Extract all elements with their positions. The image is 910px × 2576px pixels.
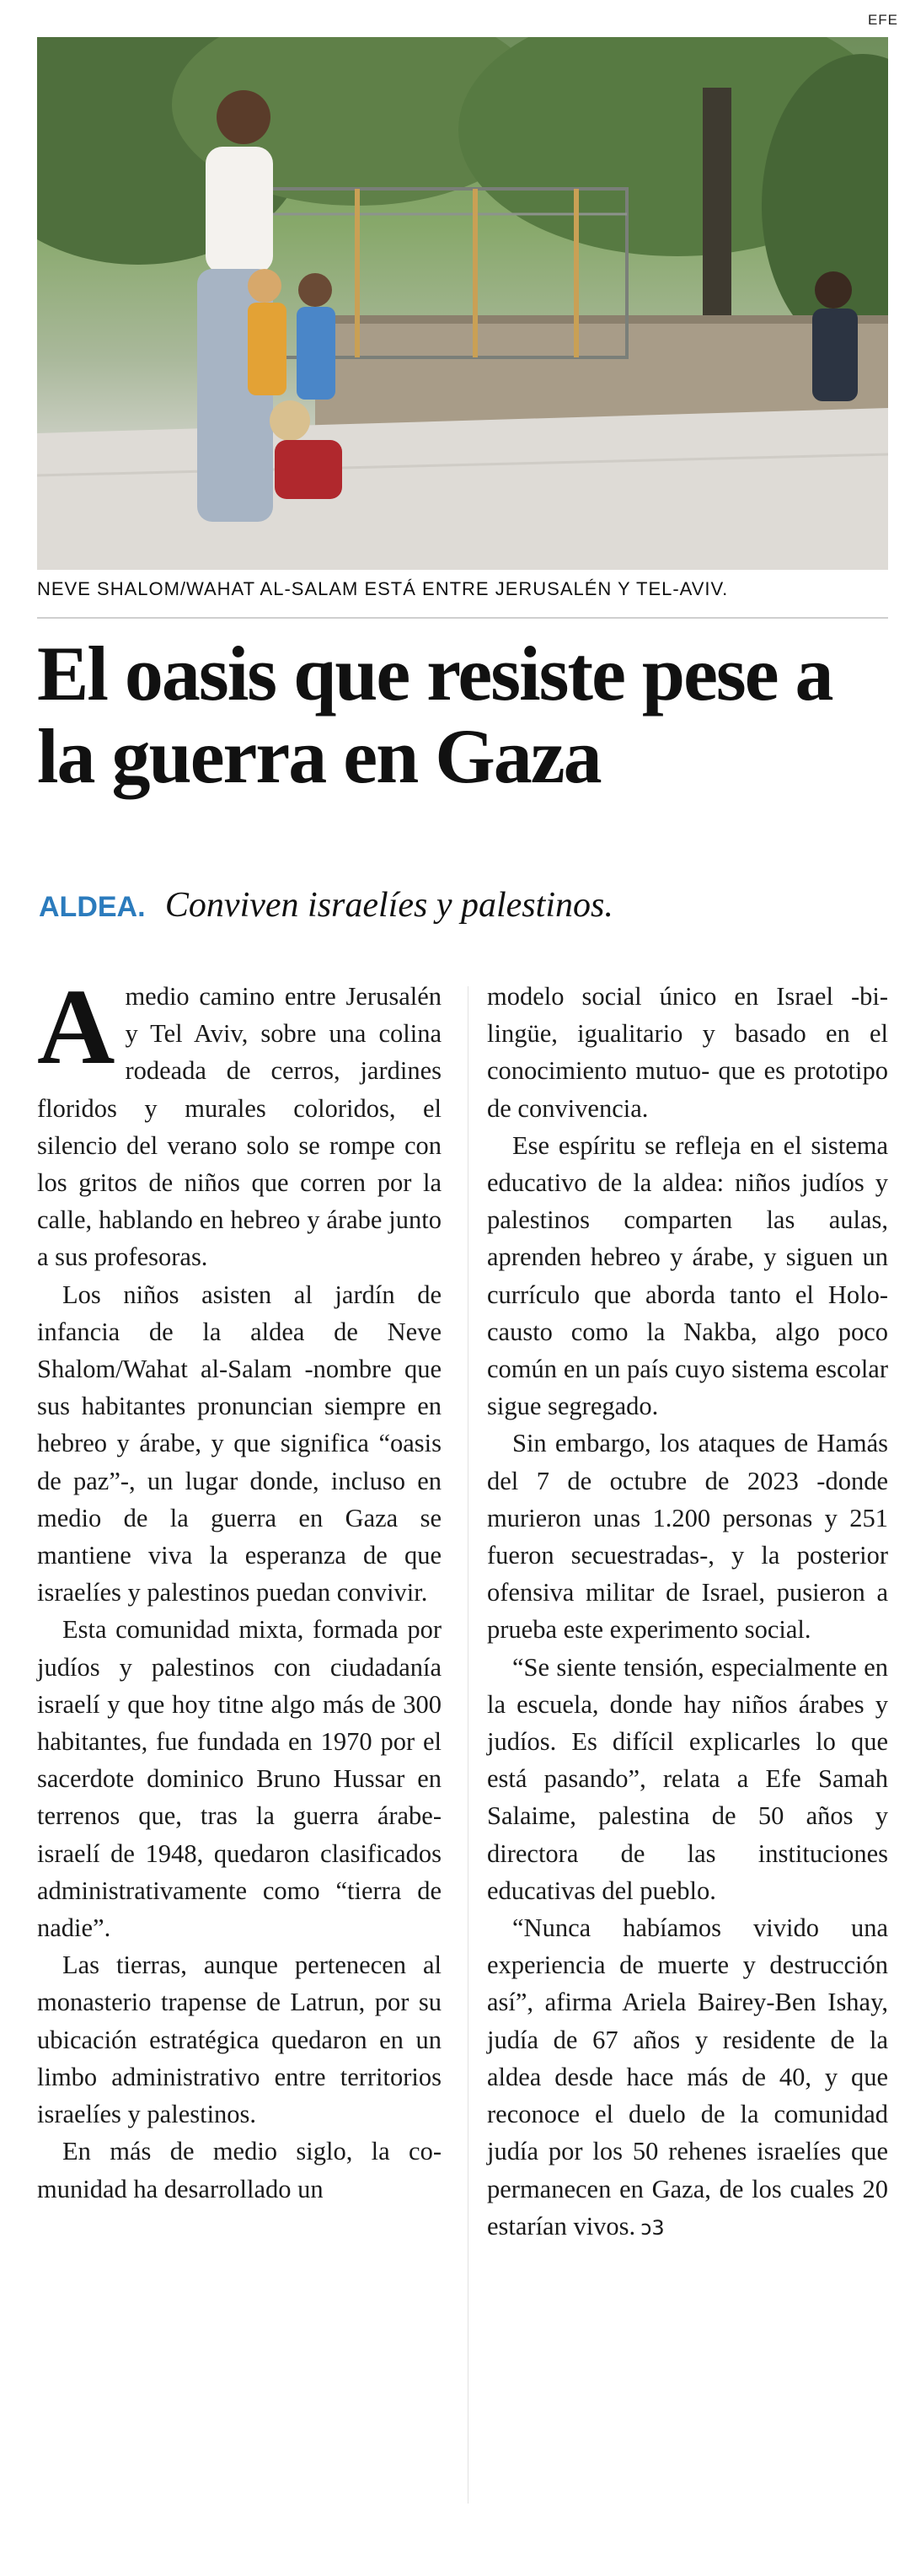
section-tag: ALDEA. <box>39 891 146 923</box>
photo-credit: EFE <box>867 12 898 28</box>
photo-caption: NEVE SHALOM/WAHAT AL-SALAM ESTÁ ENTRE JERUSALÉN Y TEL-AVIV. <box>37 578 729 599</box>
drop-cap: A <box>37 967 115 1087</box>
kicker <box>39 883 890 928</box>
article-paragraph <box>37 967 442 1276</box>
paragraph-text: medio camino entre Jerusalén y Tel Aviv, sobre una colina rodeada de cerros, jardines floridos y murales coloridos, el silencio del verano solo se rompe con los gritos de niños que corren por la calle, hablando en hebreo y árabe junto a sus profesoras. <box>37 982 442 1272</box>
article-paragraph: Las tierras, aunque pertenecen al monasterio trapense de Latrun, por su ubicación estratégica quedaron en un limbo administrativo entre territorios israelíes y palestinos. <box>37 1951 442 2129</box>
village-street-illustration <box>37 37 888 570</box>
article-paragraph: modelo social único en Israel -bilingüe, igualitario y basado en el conocimiento mutuo- que es prototipo de convivencia. <box>487 982 888 1123</box>
end-of-article-mark: ↄ3 <box>640 2215 665 2240</box>
article-paragraph: Sin embargo, los ataques de Hamás del 7 de octubre de 2023 -donde murieron unas 1.200 personas y 251 fueron secuestradas-, y la posterior ofensiva militar de Israel, pusieron a prueba este experimento social. <box>487 1429 888 1645</box>
subheadline: Conviven israelíes y palestinos. <box>164 886 613 925</box>
article-column-left <box>37 967 442 2208</box>
caption-divider <box>37 617 888 619</box>
article-paragraph: En más de medio siglo, la comunidad ha desarrollado un <box>37 2137 442 2203</box>
article-paragraph: Esta comunidad mixta, formada por judíos y palestinos con ciudadanía israelí y que hoy titne algo más de 300 habitantes, fue fundada en 1970 por el sacerdote dominico Bruno Hussar en terrenos que, tras la guerra árabe-israelí de 1948, quedaron clasificados administrativamente como “tierra de nadie”. <box>37 1615 442 1943</box>
article-photo <box>37 37 888 570</box>
article-paragraph: Los niños asisten al jardín de infancia de la aldea de Neve Shalom/Wahat al-Salam -nombre que sus habitantes pronuncian siempre en hebreo y árabe, y que significa “oasis de paz”-, un lugar donde, incluso en medio de la guerra en Gaza se mantiene viva la esperanza de que israelíes y palestinos puedan convivir. <box>37 1280 442 1607</box>
article-paragraph: “Se siente tensión, especialmente en la escuela, donde hay niños árabes y judíos. Es difícil explicarles lo que está pasando”, relata a Efe Samah Salaime, palestina de 50 años y directora de las instituciones educativas del pueblo. <box>487 1652 888 1905</box>
article-paragraph: Ese espíritu se refleja en el sistema educativo de la aldea: niños judíos y palestinos comparten las aulas, aprenden hebreo y árabe, y siguen un currículo que aborda tanto el Holocausto como la Nakba, algo poco común en un país cuyo sistema escolar sigue segregado. <box>487 1130 888 1421</box>
headline: El oasis que resiste pese a la guerra en Gaza <box>37 631 832 799</box>
article-column-right <box>487 978 888 2246</box>
paragraph-text: “Nunca habíamos vivido una experiencia de muerte y destrucción así”, afirma Ariela Bairey-Ben Ishay, judía de 67 años y residente de la aldea desde hace más de 40, y que reconoce el duelo de la comunidad judía por los 50 rehenes israelíes que permanecen en Gaza, de los cuales 20 estarían vivos. <box>487 1913 888 2241</box>
article-paragraph <box>487 1909 888 2246</box>
